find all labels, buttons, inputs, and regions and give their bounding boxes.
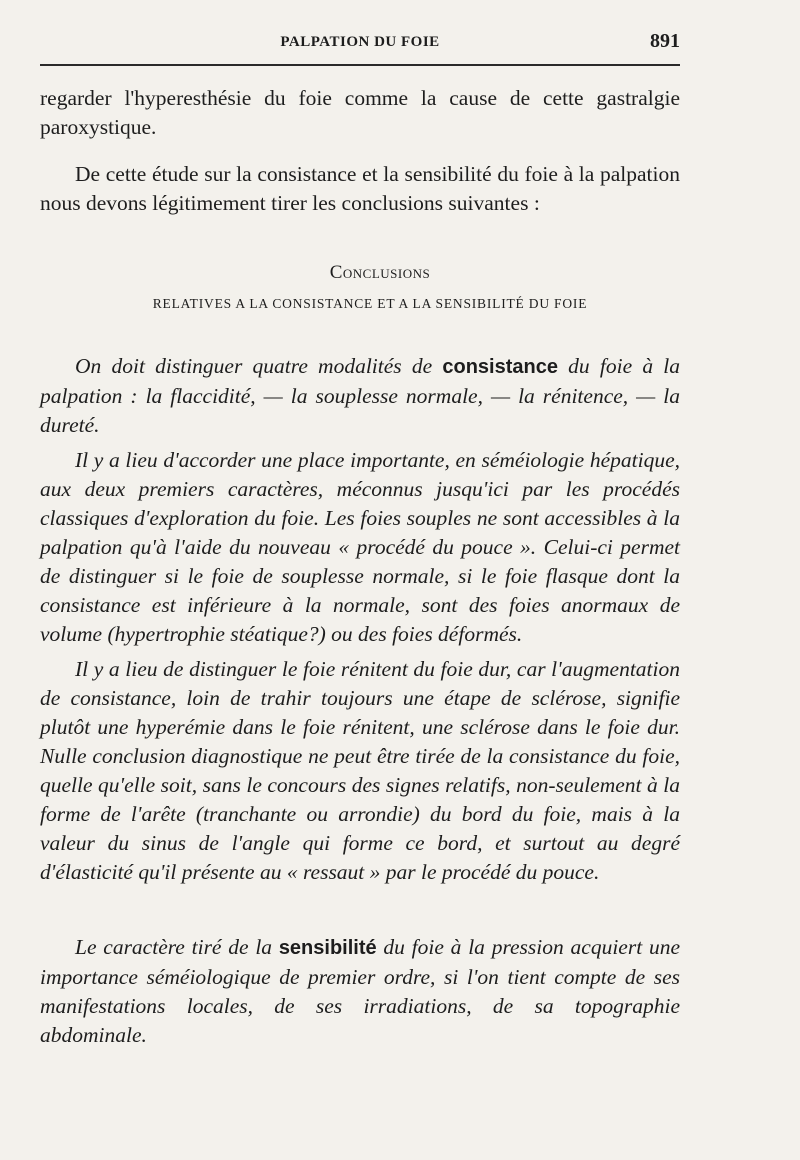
conclusion-paragraph-3: Il y a lieu de distinguer le foie rénitent du foie dur, car l'augmentation de consistance, loin de trahir toujours une étape de sclérose, signifie plutôt une hyperémie dans le foie rénitent, une sclérose dans le foie dur. Nulle conclusion diagnostique ne peut être tirée de la consistance du foie, quelle qu'elle soit, sans le concours des signes relatifs, non-seulement à la forme de l'arête (tranchante ou arrondie) du bord du foie, mais à la valeur du sinus de l'angle qui forme ce bord, et surtout au degré d'élasticité qu'il présente au « ressaut » par le procédé du pouce.	[40, 657, 680, 884]
text-run: du foie à la palpation : la flaccidité, — la souplesse normale, — la rénitence, — la dureté.	[40, 354, 681, 437]
text-run: On doit distinguer quatre modalités de	[75, 354, 443, 378]
paragraph-2: De cette étude sur la consistance et la sensibilité du foie à la palpation nous devons légitimement tirer les conclusions suivantes :	[40, 162, 680, 215]
header-rule	[40, 64, 680, 66]
section-title: Conclusions	[329, 262, 431, 283]
section-subtitle: RELATIVES A LA CONSISTANCE ET A LA SENSIBILITÉ DU FOIE	[152, 296, 588, 311]
bold-term-consistance: consistance	[442, 356, 558, 378]
paragraph-1: regarder l'hyperesthésie du foie comme la cause de cette gastralgie paroxystique.	[40, 86, 680, 139]
text-run: Le caractère tiré de la	[75, 935, 279, 959]
running-head: PALPATION DU FOIE	[280, 34, 440, 50]
page-header	[40, 28, 680, 58]
page-number: 891	[650, 30, 680, 52]
conclusion-paragraph-2: Il y a lieu d'accorder une place importante, en séméiologie hépatique, aux deux premiers caractères, méconnus jusqu'ici par les procédés classiques d'exploration du foie. Les foies souples ne sont accessibles à la palpation qu'à l'aide du nouveau « procédé du pouce ». Celui-ci permet de distinguer si le foie de souplesse normale, si le foie flasque dont la consistance est inférieure à la normale, sont des foies anormaux de volume (hypertrophie stéatique?) ou des foies déformés.	[40, 448, 680, 646]
conclusion-paragraph-1	[40, 352, 680, 440]
text-run: du foie à la pression acquiert une importance séméiologique de premier ordre, si l'on tient compte de ses manifestations locales, de ses irradiations, de sa topographie abdominale.	[40, 935, 680, 1047]
page-body	[40, 84, 680, 1050]
bold-term-sensibilite: sensibilité	[278, 937, 377, 959]
conclusion-paragraph-4	[40, 933, 680, 1050]
